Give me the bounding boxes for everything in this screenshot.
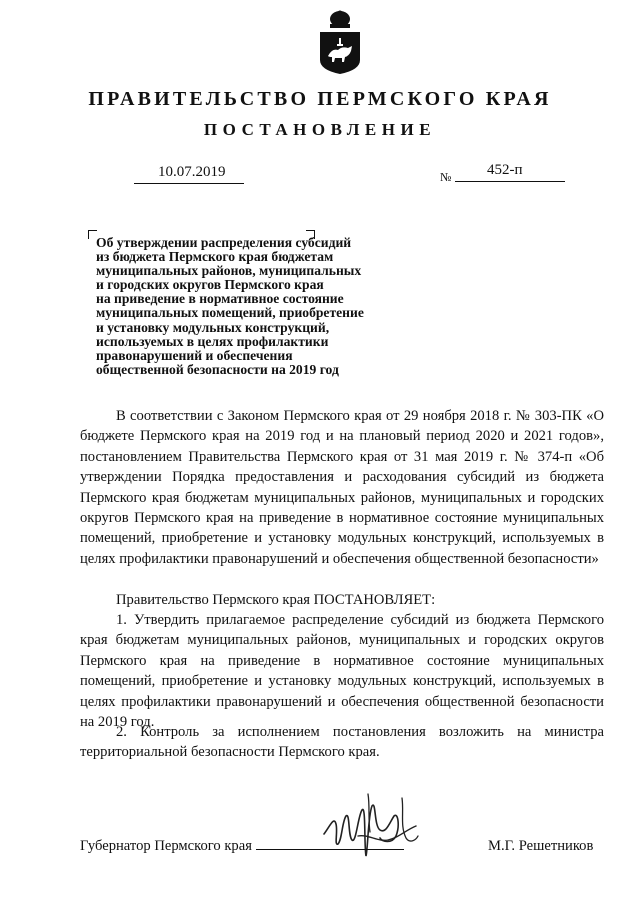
document-date: 10.07.2019 — [158, 164, 226, 180]
preamble-paragraph: В соответствии с Законом Пермского края от 29 ноября 2018 г. № 303-ПК «О бюджете Пермского края на 2019 год и на плановый период 2020 и 2021 годов», постановлением Правительства Пермского края от 31 мая 2019 г. № 374-п «Об утверждении Порядка предоставления и расходования субсидий из бюджета Пермского края бюджетам муниципальных районов, муниципальных и городских округов Пермского края на приведение в нормативное состояние муниципальных помещений, приобретение и установку модульных конструкций, используемых в целях профилактики правонарушений и обеспечения общественной безопасности» — [80, 408, 604, 567]
number-underline — [455, 181, 565, 182]
subject-line: на приведение в нормативное состояние — [96, 291, 344, 307]
signatory-position: Губернатор Пермского края — [80, 838, 252, 854]
date-field — [134, 164, 244, 184]
subject-line: муниципальных районов, муниципальных — [96, 263, 362, 279]
document-type: ПОСТАНОВЛЕНИЕ — [203, 120, 437, 139]
perm-krai-coat-of-arms-icon — [318, 10, 362, 76]
government-title: ПРАВИТЕЛЬСТВО ПЕРМСКОГО КРАЯ — [88, 88, 552, 110]
subject-line: муниципальных помещений, приобретение — [96, 305, 364, 321]
subject-line: правонарушений и обеспечения — [96, 347, 293, 363]
subject-line: используемых в целях профилактики — [96, 333, 329, 349]
subject-line: Об утверждении распределения субсидий — [96, 235, 352, 250]
number-field — [455, 162, 565, 182]
document-number: 452-п — [487, 162, 523, 178]
signature-line — [256, 849, 404, 850]
subject-line: и городских округов Пермского края — [96, 277, 324, 293]
subject-line: из бюджета Пермского края бюджетам — [96, 249, 334, 265]
item-1-paragraph: 1. Утвердить прилагаемое распределение субсидий из бюджета Пермского края бюджетам муниципальных районов, муниципальных и городских округов Пермского края на приведение в нормативное состояние муниципальных помещений, приобретение и установку модульных конструкций, используемых в целях профилактики правонарушений и обеспечения общественной безопасности на 2019 год. — [80, 612, 604, 731]
resolution-statement: Правительство Пермского края ПОСТАНОВЛЯЕТ: — [116, 592, 436, 608]
number-sign: № — [440, 170, 452, 184]
signatory-name: М.Г. Решетников — [488, 838, 594, 854]
document-subject — [96, 236, 426, 377]
item-2-paragraph: 2. Контроль за исполнением постановления возложить на министра территориальной безопасности Пермского края. — [80, 724, 604, 761]
subject-line: и установку модульных конструкций, — [96, 319, 330, 335]
subject-line: общественной безопасности на 2019 год — [96, 361, 339, 377]
date-underline — [134, 183, 244, 184]
